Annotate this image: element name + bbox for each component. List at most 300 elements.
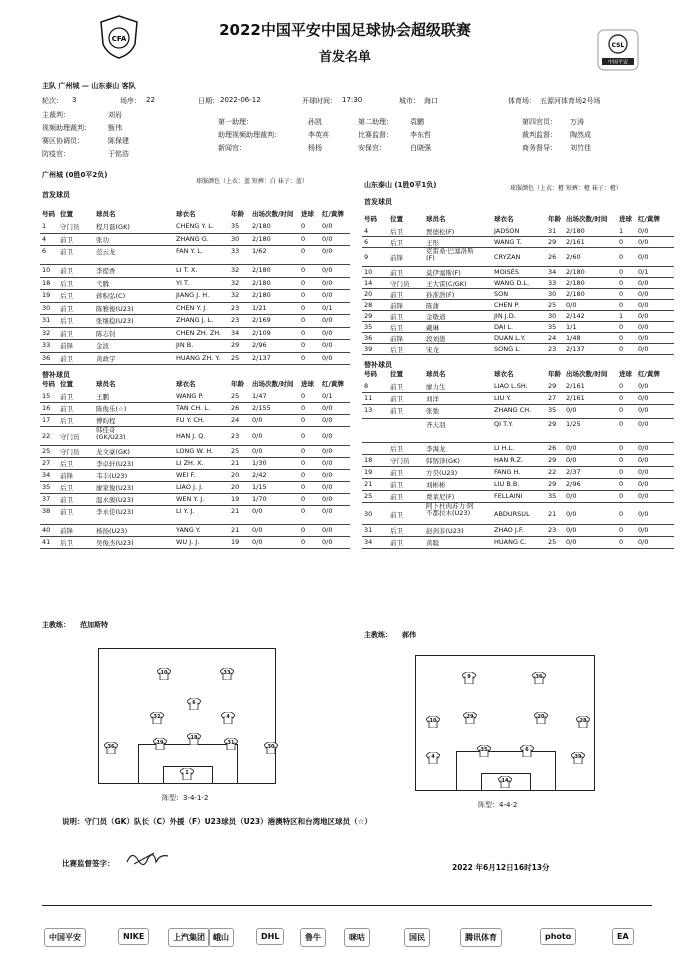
away-coach-name: 郝伟 xyxy=(402,631,416,639)
official-name: 陈保建 xyxy=(108,137,129,145)
city-value: 海口 xyxy=(424,97,438,105)
away-col-en: 球衣名 xyxy=(494,370,514,378)
away-cell-en: FELLAINI xyxy=(494,492,523,500)
official-name: 刘岩 xyxy=(108,111,122,119)
away-cell-app: 2/60 xyxy=(566,253,581,261)
away-cell-cards: 0/0 xyxy=(638,279,649,287)
home-cell-app: 1/62 xyxy=(252,247,267,255)
home-cell-goals: 0 xyxy=(301,538,306,546)
home-cell-name: 蒋积弘(C) xyxy=(96,292,126,300)
home-cell-goals: 0 xyxy=(301,483,306,491)
home-cell-no: 17 xyxy=(42,416,51,424)
home-col-app: 出场次数/时间 xyxy=(252,380,294,388)
home-cell-name: 李永佳(U23) xyxy=(96,508,134,516)
away-cell-no: 21 xyxy=(364,480,373,488)
home-col-cards: 红/黄牌 xyxy=(322,380,344,388)
official-label: 新闻官： xyxy=(218,144,246,152)
home-starters-label: 首发球员 xyxy=(42,191,70,199)
home-player-number: 32 xyxy=(153,714,161,720)
away-col-name: 球员名 xyxy=(426,215,446,223)
away-cell-cards: 0/0 xyxy=(638,420,649,428)
away-cell-cards: 0/0 xyxy=(638,312,649,320)
away-cell-name: 宋龙 xyxy=(426,346,439,354)
sponsor-logo: 中国平安 xyxy=(44,928,86,947)
home-player-shirt xyxy=(153,738,167,750)
away-cell-en: QI T.Y. xyxy=(494,420,514,428)
away-cell-goals: 1 xyxy=(619,312,624,320)
away-cell-en: LI H.L. xyxy=(494,444,515,452)
home-cell-pos: 后卫 xyxy=(60,460,73,468)
home-cell-cards: 0/0 xyxy=(322,507,333,515)
away-player-number: 29 xyxy=(466,714,474,720)
home-cell-age: 34 xyxy=(231,328,240,337)
home-player-number: 31 xyxy=(227,740,235,746)
away-cell-app: 2/180 xyxy=(566,290,585,298)
away-player-number: 36 xyxy=(535,674,543,680)
home-cell-no: 30 xyxy=(42,303,51,312)
home-cell-en: JIN B. xyxy=(176,341,194,349)
official-name: 李东哲 xyxy=(410,131,431,139)
home-cell-pos: 前卫 xyxy=(60,496,73,504)
away-cell-pos: 守门员 xyxy=(390,280,410,288)
away-cell-en: ZHANG CH. xyxy=(494,406,532,414)
away-col-cards: 红/黄牌 xyxy=(638,215,660,223)
away-cell-goals: 0 xyxy=(619,444,624,452)
home-cell-app: 2/155 xyxy=(252,404,271,412)
home-player-number: 10 xyxy=(160,670,168,676)
away-cell-goals: 0 xyxy=(619,492,624,500)
away-team-record: 山东泰山 (1胜0平1负) xyxy=(364,181,437,189)
away-cell-goals: 0 xyxy=(619,526,624,534)
home-cell-age: 25 xyxy=(231,392,240,400)
away-cell-goals: 0 xyxy=(619,301,624,309)
away-cell-name: 韩镕泽(GK) xyxy=(426,457,460,465)
home-player-shirt xyxy=(157,668,171,680)
away-cell-name: 克雷桑·巴塞洛斯 (F) xyxy=(426,247,474,262)
official-name: 袁鹏 xyxy=(410,118,424,126)
home-cell-no: 4 xyxy=(42,234,47,243)
home-player-number: 33 xyxy=(223,670,231,676)
away-cell-app: 0/0 xyxy=(566,538,577,546)
home-col-no: 号码 xyxy=(42,210,55,218)
official-name: 孙凯 xyxy=(308,118,322,126)
away-cell-app: 2/37 xyxy=(566,468,581,476)
official-name: 甄伟 xyxy=(108,124,122,132)
home-player-shirt xyxy=(187,698,201,710)
home-cell-cards: 0/0 xyxy=(322,526,333,534)
home-cell-app: 2/180 xyxy=(252,222,271,230)
home-cell-pos: 后卫 xyxy=(60,317,73,325)
away-cell-no: 29 xyxy=(364,312,373,320)
home-cell-cards: 0/0 xyxy=(322,416,333,424)
away-cell-age: 30 xyxy=(548,290,557,298)
home-cell-en: LI T. X. xyxy=(176,266,198,274)
away-cell-pos: 后卫 xyxy=(390,239,403,247)
official-name: 李英宾 xyxy=(308,131,329,139)
away-cell-age: 27 xyxy=(548,394,557,402)
away-cell-app: 0/0 xyxy=(566,406,577,414)
home-cell-name: 弋腾 xyxy=(96,279,109,288)
away-cell-no: 35 xyxy=(364,323,373,331)
away-cell-app: 0/0 xyxy=(566,301,577,309)
csl-logo xyxy=(596,28,640,72)
home-col-en: 球衣名 xyxy=(176,210,196,218)
home-cell-en: YI T. xyxy=(176,278,190,287)
away-cell-pos: 后卫 xyxy=(390,228,403,236)
away-row-divider xyxy=(362,548,674,549)
signed-timestamp: 2022 年6月12日16时13分 xyxy=(452,863,550,872)
home-cell-cards: 0/0 xyxy=(322,447,333,455)
home-cell-en: ZHANG J. L. xyxy=(176,316,214,324)
sponsor-logo: 鲁牛 xyxy=(300,928,326,947)
home-cell-app: 1/47 xyxy=(252,392,267,400)
home-cell-app: 2/96 xyxy=(252,341,267,349)
home-cell-age: 32 xyxy=(231,278,240,287)
away-cell-pos: 前卫 xyxy=(390,291,403,299)
away-cell-goals: 0 xyxy=(619,345,624,353)
home-cell-cards: 0/0 xyxy=(322,538,333,546)
away-cell-pos: 后卫 xyxy=(390,527,403,535)
home-player-shirt xyxy=(220,668,234,680)
home-cell-cards: 0/0 xyxy=(322,404,333,412)
official-label: 视频助理裁判： xyxy=(42,124,91,132)
away-cell-en: HUANG C. xyxy=(494,538,527,546)
away-col-pos: 位置 xyxy=(390,370,403,378)
home-cell-no: 6 xyxy=(42,247,47,255)
away-cell-age: 31 xyxy=(548,227,557,235)
away-player-shirt xyxy=(426,716,440,728)
home-cell-no: 40 xyxy=(42,526,51,534)
away-player-number: 9 xyxy=(467,674,471,680)
sponsor-logo: 峨山 xyxy=(208,928,234,947)
away-player-shirt xyxy=(498,776,512,788)
away-row-divider xyxy=(362,354,674,355)
away-cell-cards: 0/0 xyxy=(638,253,649,261)
home-cell-age: 19 xyxy=(231,538,240,546)
away-cell-pos: 前卫 xyxy=(390,407,403,415)
away-player-number: 14 xyxy=(501,778,509,784)
home-cell-en: WANG P. xyxy=(176,392,204,400)
away-cell-en: WANG T. xyxy=(494,238,522,246)
home-player-shirt xyxy=(221,712,235,724)
home-cell-cards: 0/0 xyxy=(322,483,333,491)
away-cell-age: 26 xyxy=(548,444,557,452)
home-cell-no: 33 xyxy=(42,341,51,349)
away-cell-no: 31 xyxy=(364,526,373,534)
away-cell-app: 2/161 xyxy=(566,394,585,402)
home-cell-age: 20 xyxy=(231,483,240,491)
home-cell-cards: 0/0 xyxy=(322,247,333,255)
away-sub-row xyxy=(0,419,690,443)
away-cell-app: 2/161 xyxy=(566,382,585,390)
home-cell-pos: 守门员 xyxy=(60,433,80,441)
away-cell-name: 段刘愚 xyxy=(426,335,446,343)
home-cell-name: 金波 xyxy=(96,342,109,350)
stadium-value: 五源河体育场2号场 xyxy=(540,97,601,105)
home-cell-goals: 0 xyxy=(301,222,306,230)
home-col-age: 年龄 xyxy=(231,380,244,388)
home-cell-no: 37 xyxy=(42,495,51,503)
away-player-shirt xyxy=(534,712,548,724)
home-cell-pos: 前卫 xyxy=(60,235,73,244)
official-name: 于铭浩 xyxy=(108,150,129,158)
home-player-number: 6 xyxy=(192,700,196,706)
away-cell-en: CRYZAN xyxy=(494,253,521,261)
home-cell-cards: 0/0 xyxy=(322,341,333,349)
home-cell-name: 李提香 xyxy=(96,267,116,275)
away-sub-row xyxy=(0,503,690,525)
home-cell-no: 38 xyxy=(42,507,51,515)
home-cell-app: 1/15 xyxy=(252,483,267,491)
away-player-number: 39 xyxy=(574,754,582,760)
home-cell-age: 21 xyxy=(231,526,240,534)
home-cell-app: 2/42 xyxy=(252,471,267,479)
home-cell-no: 16 xyxy=(42,404,51,412)
home-cell-name: 韩佳奇 (GK/U23) xyxy=(96,426,126,441)
home-cell-age: 23 xyxy=(231,303,240,312)
home-cell-age: 26 xyxy=(231,404,240,412)
home-cell-pos: 后卫 xyxy=(60,292,73,300)
home-cell-goals: 0 xyxy=(301,266,306,274)
away-cell-no: 10 xyxy=(364,268,373,276)
home-cell-goals: 0 xyxy=(301,507,306,515)
away-col-pos: 位置 xyxy=(390,215,403,223)
home-cell-cards: 0/0 xyxy=(322,471,333,479)
page-subtitle: 首发名单 xyxy=(318,50,371,65)
away-cell-age: 23 xyxy=(548,345,557,353)
away-cell-goals: 0 xyxy=(619,394,624,402)
home-cell-cards: 0/0 xyxy=(322,459,333,467)
away-cell-age: 25 xyxy=(548,538,557,546)
home-cell-app: 2/180 xyxy=(252,266,271,274)
home-cell-age: 35 xyxy=(231,222,240,230)
away-cell-en: SON xyxy=(494,290,509,298)
away-cell-app: 0/0 xyxy=(566,526,577,534)
away-cell-no: 8 xyxy=(364,382,369,390)
home-cell-no: 36 xyxy=(42,353,51,362)
away-cell-name: 赵剑非(U23) xyxy=(426,527,464,535)
home-cell-no: 31 xyxy=(42,316,51,324)
away-cell-en: HAN R.Z. xyxy=(494,456,524,464)
away-cell-pos: 前卫 xyxy=(390,510,403,519)
home-cell-no: 15 xyxy=(42,392,51,400)
away-cell-app: 2/180 xyxy=(566,227,585,235)
sponsor-logo: 咪咕 xyxy=(344,928,370,947)
home-away-line: 主队 广州城 — 山东泰山 客队 xyxy=(42,82,136,90)
home-formation-pitch xyxy=(98,648,276,784)
away-cell-cards: 0/0 xyxy=(638,334,649,342)
date-label: 日期： xyxy=(198,97,219,105)
home-cell-name: 王鹏 xyxy=(96,393,109,401)
away-cell-cards: 0/0 xyxy=(638,290,649,298)
away-cell-name: 贾德松(F) xyxy=(426,228,455,236)
home-cell-app: 0/0 xyxy=(252,526,263,534)
official-label: 裁判监督： xyxy=(522,131,557,139)
away-col-goals: 进球 xyxy=(619,370,632,378)
away-cell-no: 19 xyxy=(364,468,373,476)
home-cell-cards: 0/1 xyxy=(322,392,333,400)
home-team-record: 广州城 (0胜0平2负) xyxy=(42,171,108,179)
away-cell-en: LIAO L.SH. xyxy=(494,382,528,390)
home-col-en: 球衣名 xyxy=(176,380,196,388)
away-cell-pos: 前卫 xyxy=(390,269,403,277)
away-player-shirt xyxy=(576,716,590,728)
home-cell-goals: 0 xyxy=(301,495,306,503)
home-cell-goals: 0 xyxy=(301,303,306,312)
official-name: 杨杨 xyxy=(308,144,322,152)
sponsor-logo: photo xyxy=(540,928,576,945)
home-cell-app: 2/109 xyxy=(252,328,271,337)
away-cell-no: 6 xyxy=(364,238,369,246)
away-col-goals: 进球 xyxy=(619,215,632,223)
official-label: 第二助理： xyxy=(358,118,393,126)
home-cell-no: 25 xyxy=(42,447,51,455)
home-cell-goals: 0 xyxy=(301,526,306,534)
away-cell-name: 陈蒲 xyxy=(426,302,439,310)
home-col-app: 出场次数/时间 xyxy=(252,210,294,218)
home-cell-en: JIANG J. H. xyxy=(176,291,210,299)
away-starter-row xyxy=(0,248,690,267)
home-cell-pos: 前卫 xyxy=(60,393,73,401)
away-cell-goals: 0 xyxy=(619,268,624,276)
home-player-number: 30 xyxy=(267,744,275,750)
home-cell-goals: 0 xyxy=(301,341,306,349)
away-cell-no: 39 xyxy=(364,345,373,353)
home-row-divider xyxy=(40,364,350,365)
home-col-name: 球员名 xyxy=(96,380,116,388)
away-cell-goals: 0 xyxy=(619,279,624,287)
away-cell-no: 14 xyxy=(364,279,373,287)
away-cell-app: 2/180 xyxy=(566,279,585,287)
home-cell-pos: 前锋 xyxy=(60,472,73,480)
away-cell-app: 1/25 xyxy=(566,420,581,428)
away-table-header xyxy=(0,369,690,380)
home-cell-name: 温永骏(U23) xyxy=(96,496,134,504)
round-label: 轮次： xyxy=(42,97,63,105)
home-cell-name: 张功 xyxy=(96,235,109,244)
away-player-number: 10 xyxy=(429,718,437,724)
home-cell-no: 18 xyxy=(42,278,51,287)
home-cell-name: 廖家俊(U23) xyxy=(96,484,134,492)
away-cell-age: 29 xyxy=(548,382,557,390)
home-cell-en: WU J. J. xyxy=(176,538,200,546)
home-cell-cards: 0/0 xyxy=(322,266,333,274)
sponsor-logo: EA xyxy=(612,928,634,945)
home-cell-age: 25 xyxy=(231,353,240,362)
home-player-number: 18 xyxy=(190,735,198,741)
home-col-pos: 位置 xyxy=(60,380,73,388)
home-player-shirt xyxy=(180,768,194,780)
away-formation-pitch xyxy=(415,655,595,791)
away-player-shirt xyxy=(462,672,476,684)
home-cell-app: 2/180 xyxy=(252,278,271,287)
away-cell-name: 方昊(U23) xyxy=(426,469,458,477)
svg-text:中国平安: 中国平安 xyxy=(607,59,629,66)
home-cell-no: 10 xyxy=(42,266,51,274)
home-cell-pos: 前卫 xyxy=(60,508,73,516)
home-coach-name: 范加斯特 xyxy=(80,621,108,629)
home-cell-app: 1/70 xyxy=(252,495,267,503)
home-cell-cards: 0/0 xyxy=(322,222,333,230)
official-name: 刘竹佳 xyxy=(570,144,591,152)
away-cell-en: JADSON xyxy=(494,227,520,235)
home-cell-goals: 0 xyxy=(301,278,306,287)
home-cell-pos: 后卫 xyxy=(60,417,73,425)
home-cell-name: 陈志钊 xyxy=(96,329,116,338)
home-cell-goals: 0 xyxy=(301,416,306,424)
away-player-shirt xyxy=(532,672,546,684)
home-cell-name: 傅昀程 xyxy=(96,417,116,425)
home-cell-name: 吴俊杰(U23) xyxy=(96,539,134,547)
home-cell-name: 杨扬(U23) xyxy=(96,527,128,535)
away-cell-en: LIU B.B. xyxy=(494,480,520,488)
home-col-no: 号码 xyxy=(42,380,55,388)
away-cell-app: 0/0 xyxy=(566,444,577,452)
official-label: 比赛监督： xyxy=(358,131,393,139)
away-cell-name: 张弛 xyxy=(426,407,439,415)
away-cell-age: 24 xyxy=(548,334,557,342)
home-cell-app: 0/0 xyxy=(252,538,263,546)
away-cell-name: 齐天羽 xyxy=(426,421,446,429)
away-cell-en: FANG H. xyxy=(494,468,521,476)
away-cell-age: 23 xyxy=(548,526,557,534)
sponsor-logo: NIKE xyxy=(118,928,149,945)
home-cell-cards: 0/0 xyxy=(322,316,333,324)
away-player-number: 28 xyxy=(579,718,587,724)
away-cell-goals: 0 xyxy=(619,334,624,342)
home-coach-label: 主教练： xyxy=(42,621,70,629)
home-cell-name: 程月磊(GK) xyxy=(96,223,130,231)
away-cell-cards: 0/0 xyxy=(638,492,649,500)
home-cell-age: 23 xyxy=(231,316,240,324)
home-cell-goals: 0 xyxy=(301,459,306,467)
away-cell-cards: 0/0 xyxy=(638,345,649,353)
home-cell-no: 27 xyxy=(42,459,51,467)
home-cell-app: 2/169 xyxy=(252,316,271,324)
away-starters-label: 首发球员 xyxy=(364,198,392,206)
home-col-name: 球员名 xyxy=(96,210,116,218)
away-player-number: 6 xyxy=(525,747,529,753)
home-col-pos: 位置 xyxy=(60,210,73,218)
svg-text:CFA: CFA xyxy=(111,35,127,43)
away-cell-age: 34 xyxy=(548,268,557,276)
home-cell-name: 陈俊乐(☆) xyxy=(96,405,127,413)
sponsor-logo: DHL xyxy=(256,928,284,945)
home-col-goals: 进球 xyxy=(301,380,314,388)
away-cell-en: SONG L. xyxy=(494,345,521,353)
sponsor-logo: 国民 xyxy=(404,928,430,947)
away-formation-label: 阵型：4-4-2 xyxy=(478,801,518,809)
away-cell-goals: 0 xyxy=(619,406,624,414)
official-label: 赛区协调员： xyxy=(42,137,84,145)
away-col-age: 年龄 xyxy=(548,215,561,223)
home-cell-pos: 前卫 xyxy=(60,267,73,275)
away-cell-app: 0/0 xyxy=(566,492,577,500)
match-no-label: 场序： xyxy=(120,97,141,105)
home-cell-goals: 0 xyxy=(301,447,306,455)
away-cell-cards: 0/0 xyxy=(638,480,649,488)
away-cell-app: 0/0 xyxy=(566,509,577,518)
away-cell-pos: 后卫 xyxy=(390,346,403,354)
home-cell-en: CHENG Y. L. xyxy=(176,222,214,230)
official-name: 陶然成 xyxy=(570,131,591,139)
home-cell-app: 2/180 xyxy=(252,234,271,243)
sponsor-logo: 腾讯体育 xyxy=(460,928,502,947)
away-cell-age: 33 xyxy=(548,279,557,287)
away-cell-pos: 前卫 xyxy=(390,395,403,403)
away-cell-no: 25 xyxy=(364,492,373,500)
home-cell-goals: 0 xyxy=(301,328,306,337)
